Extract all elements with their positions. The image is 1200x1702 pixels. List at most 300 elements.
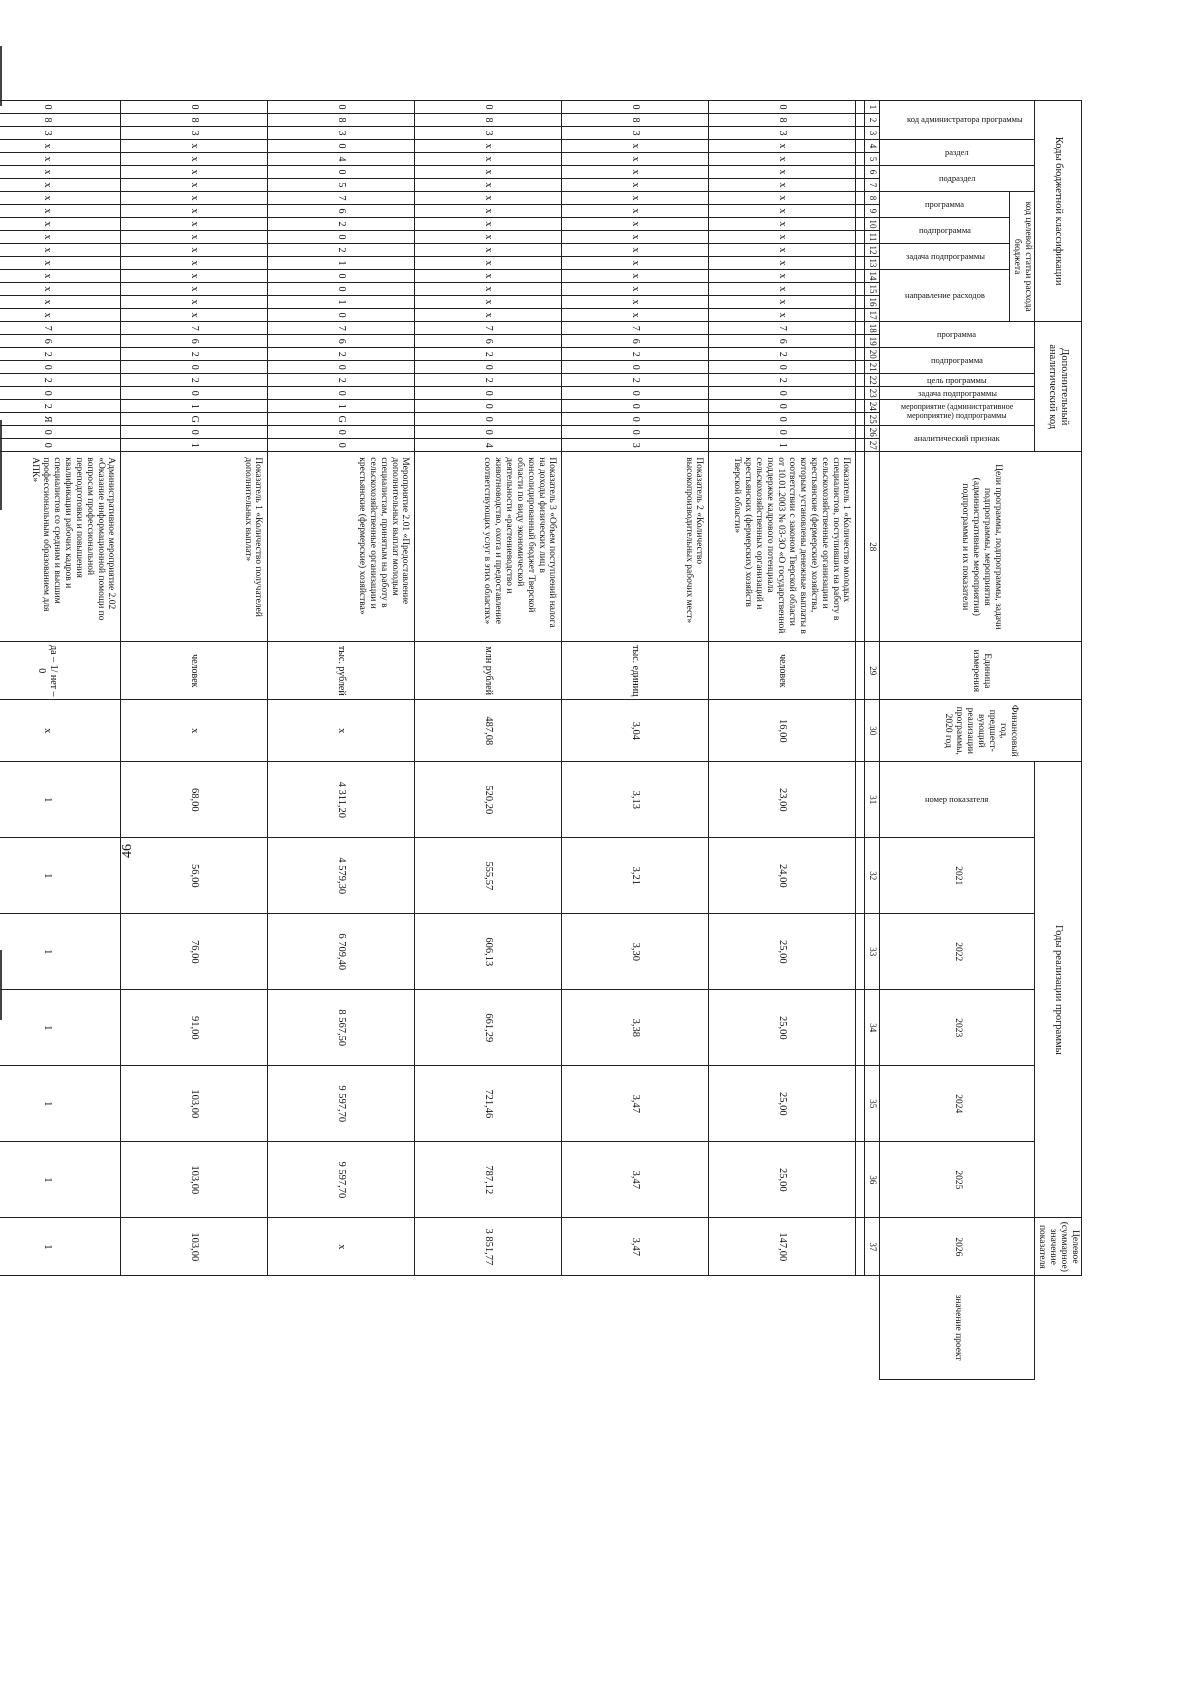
code-cell: 2 [562, 374, 709, 387]
code-cell: 0 [415, 361, 562, 374]
spacer-cell [856, 114, 865, 127]
code-cell: G [268, 413, 415, 426]
column-number: 1 [865, 101, 880, 114]
code-cell: х [562, 283, 709, 296]
code-cell: х [415, 231, 562, 244]
analytic-sign-header: аналитический признак [880, 426, 1035, 452]
code-cell: 7 [268, 322, 415, 335]
code-cell: 0 [0, 426, 121, 439]
indicator-description: Показатель 1 «Количество молодых специалистов, поступивших на работу в сельскохозяйственные организации и крестьянские (фермерские) хозяйства, которым установлены денежные выплаты в соответствии с законом Тверской области от 10.01.2003 № 03-ЗО «О государственной поддержке кадрового потенциала сельскохозяйственных организаций и крестьянских (фермерских) хозяйств Тверской области» [709, 452, 856, 642]
expense-direction-header: направление расходов [880, 270, 1010, 322]
code-cell: х [0, 166, 121, 179]
indicator-description: Мероприятие 2.01 «Предоставление дополнительных выплат молодым специалистам, принятым на работу в сельскохозяйственные организации и крестьянские (фермерские) хозяйства» [268, 452, 415, 642]
spacer-cell [856, 387, 865, 400]
code-cell: 2 [268, 218, 415, 231]
code-cell: х [562, 153, 709, 166]
code-cell: х [121, 205, 268, 218]
code-cell: х [415, 309, 562, 322]
column-number: 20 [865, 348, 880, 361]
column-number: 8 [865, 192, 880, 205]
code-cell: 0 [0, 361, 121, 374]
additional-code-header: Дополнительный аналитический код [1035, 322, 1082, 452]
spacer-cell [856, 361, 865, 374]
code-cell: Я [0, 413, 121, 426]
code-cell: 2 [121, 374, 268, 387]
column-number: 21 [865, 361, 880, 374]
spacer-cell [856, 1066, 865, 1142]
year-value: 91,00 [121, 990, 268, 1066]
indicator-description: Показатель 3 «Объем поступлений налога на доходы физических лиц в консолидированный бюджет Тверской области по виду экономической деятельности «растениеводство и животноводство, охота и предоставление соответствующих услуг в этих областях» [415, 452, 562, 642]
indicator-description: Административное мероприятие 2.02 «Оказание информационной помощи по вопросам профессиональной переподготовки и повышения квалификации рабочих кадров и специалистов со средним и высшим профессиональным образованием для АПК» [0, 452, 121, 642]
code-cell: х [415, 192, 562, 205]
year-value: 25,00 [709, 1066, 856, 1142]
year-value: 103,00 [121, 1066, 268, 1142]
code-cell: х [709, 309, 856, 322]
unit-cell: человек [709, 642, 856, 700]
years-group-header: Годы реализации программы [1035, 762, 1082, 1218]
table-row [562, 101, 709, 1380]
target-value: х [268, 1218, 415, 1276]
code-cell: 0 [562, 101, 709, 114]
code-cell: х [562, 244, 709, 257]
admin-code-header: код администратора программы [880, 101, 1035, 140]
code-cell: 8 [562, 114, 709, 127]
indicator-description: Показатель 2 «Количество высокопроизводительных рабочих мест» [562, 452, 709, 642]
year-value: 3,47 [562, 1142, 709, 1218]
subsection-header: подраздел [880, 166, 1035, 192]
code-cell: х [0, 179, 121, 192]
spacer-cell [856, 322, 865, 335]
code-cell: х [562, 257, 709, 270]
code-cell: 0 [268, 387, 415, 400]
code-cell: х [562, 140, 709, 153]
spacer-cell [856, 700, 865, 762]
program-goal-header: цель программы [880, 374, 1035, 387]
code-cell: 6 [562, 335, 709, 348]
code-cell: 0 [268, 101, 415, 114]
code-cell: х [562, 231, 709, 244]
fin-year-value: х [121, 700, 268, 762]
code-cell: 0 [0, 439, 121, 452]
code-cell: х [709, 244, 856, 257]
spacer-cell [856, 439, 865, 452]
code-cell: 1 [268, 400, 415, 413]
code-cell: 0 [268, 166, 415, 179]
code-cell: 4 [415, 439, 562, 452]
column-number: 17 [865, 309, 880, 322]
add-program-header: программа [880, 322, 1035, 348]
code-cell: 7 [709, 322, 856, 335]
target-value: 3 851,77 [415, 1218, 562, 1276]
column-number: 27 [865, 439, 880, 452]
spacer-cell [856, 218, 865, 231]
column-number: 29 [865, 642, 880, 700]
code-cell: 7 [562, 322, 709, 335]
code-cell: х [121, 244, 268, 257]
spacer-cell [856, 914, 865, 990]
code-cell: 0 [268, 283, 415, 296]
indicator-description: Показатель 1 «Количество получателей дополнительных выплат» [121, 452, 268, 642]
spacer-cell [856, 127, 865, 140]
year-2023-header: 2023 [880, 990, 1035, 1066]
year-value: 787,12 [415, 1142, 562, 1218]
year-value: 25,00 [709, 914, 856, 990]
year-value: 9 597,70 [268, 1142, 415, 1218]
table-row [121, 101, 268, 1380]
column-number: 32 [865, 838, 880, 914]
column-number: 34 [865, 990, 880, 1066]
spacer-cell [856, 244, 865, 257]
column-number: 30 [865, 700, 880, 762]
unit-cell: тыс. рублей [268, 642, 415, 700]
code-cell: х [121, 257, 268, 270]
code-cell: 0 [121, 426, 268, 439]
budget-codes-header: Коды бюджетной классификации [1035, 101, 1082, 322]
column-number: 33 [865, 914, 880, 990]
spacer-cell [856, 205, 865, 218]
target-value-sub-header: значение проект [880, 1276, 1035, 1380]
spacer-cell [856, 838, 865, 914]
code-cell: 2 [0, 348, 121, 361]
code-cell: х [121, 218, 268, 231]
year-value: 8 567,50 [268, 990, 415, 1066]
code-cell: х [415, 296, 562, 309]
code-cell: 0 [709, 101, 856, 114]
code-cell: х [562, 309, 709, 322]
spacer-cell [856, 374, 865, 387]
code-cell: 0 [121, 101, 268, 114]
column-number: 6 [865, 166, 880, 179]
column-number: 26 [865, 426, 880, 439]
year-value: 1 [0, 914, 121, 990]
code-cell: 0 [562, 426, 709, 439]
subprogram-task-header: задача подпрограммы [880, 244, 1010, 270]
code-cell: х [709, 296, 856, 309]
code-cell: х [709, 257, 856, 270]
spacer-cell [856, 296, 865, 309]
column-number: 4 [865, 140, 880, 153]
code-cell: х [709, 179, 856, 192]
year-value: 520,20 [415, 762, 562, 838]
column-number: 31 [865, 762, 880, 838]
code-cell: 8 [415, 114, 562, 127]
year-value: 3,21 [562, 838, 709, 914]
code-cell: х [562, 296, 709, 309]
code-cell: 0 [268, 231, 415, 244]
code-cell: х [562, 218, 709, 231]
code-cell: 6 [415, 335, 562, 348]
spacer-cell [856, 335, 865, 348]
spacer-cell [856, 231, 865, 244]
code-cell: х [121, 283, 268, 296]
year-value: 3,13 [562, 762, 709, 838]
spacer-cell [856, 1218, 865, 1276]
target-value-header: Целевое (суммарное) значение показателя [1035, 1218, 1082, 1276]
code-cell: 0 [415, 400, 562, 413]
code-cell: х [709, 192, 856, 205]
unit-cell: тыс. единиц [562, 642, 709, 700]
code-cell: 3 [268, 127, 415, 140]
code-cell: х [0, 309, 121, 322]
code-cell: 0 [415, 413, 562, 426]
code-cell: х [415, 205, 562, 218]
spacer-cell [856, 309, 865, 322]
code-cell: 0 [709, 426, 856, 439]
year-value: 1 [0, 990, 121, 1066]
fin-year-column-header: Финансовый год, предшест- вующий реализации программы, 2020 год [880, 700, 1082, 762]
code-cell: 8 [709, 114, 856, 127]
program-header: программа [880, 192, 1010, 218]
rotated-table-container [30, 100, 1082, 1380]
year-value: 76,00 [121, 914, 268, 990]
fin-year-value: 16,00 [709, 700, 856, 762]
code-cell: 8 [268, 114, 415, 127]
column-number: 2 [865, 114, 880, 127]
code-cell: х [415, 270, 562, 283]
year-value: 606,13 [415, 914, 562, 990]
program-indicators-table [0, 100, 1082, 1380]
code-cell: х [121, 140, 268, 153]
code-cell: 0 [562, 387, 709, 400]
spacer-cell [856, 101, 865, 114]
fin-year-value: 3,04 [562, 700, 709, 762]
code-cell: х [415, 179, 562, 192]
target-value: 3,47 [562, 1218, 709, 1276]
code-cell: 0 [268, 439, 415, 452]
code-cell: х [121, 179, 268, 192]
goals-column-header: Цели программы, подпрограммы, задачи подпрограммы, мероприятия (административные мероприятия) подпрограммы и их показатели [880, 452, 1082, 642]
code-cell: 0 [415, 101, 562, 114]
column-number: 14 [865, 270, 880, 283]
code-cell: 4 [268, 153, 415, 166]
column-number: 28 [865, 452, 880, 642]
column-number: 16 [865, 296, 880, 309]
code-cell: х [121, 296, 268, 309]
spacer-cell [856, 426, 865, 439]
code-cell: х [562, 270, 709, 283]
header-row-1 [1035, 101, 1082, 1380]
table-row [415, 101, 562, 1380]
fin-year-value: х [0, 700, 121, 762]
spacer-row [856, 101, 865, 1380]
code-cell: 3 [562, 439, 709, 452]
code-cell: х [709, 231, 856, 244]
code-cell: х [121, 192, 268, 205]
column-number: 18 [865, 322, 880, 335]
code-cell: 7 [415, 322, 562, 335]
code-cell: х [121, 231, 268, 244]
unit-cell: человек [121, 642, 268, 700]
code-cell: G [121, 413, 268, 426]
year-value: 555,57 [415, 838, 562, 914]
code-cell: х [562, 192, 709, 205]
code-cell: 0 [562, 400, 709, 413]
code-cell: 5 [268, 179, 415, 192]
spacer-cell [856, 452, 865, 642]
code-cell: х [415, 283, 562, 296]
code-cell: 0 [415, 387, 562, 400]
spacer-cell [856, 1142, 865, 1218]
code-cell: 2 [268, 244, 415, 257]
column-number: 5 [865, 153, 880, 166]
code-cell: х [709, 153, 856, 166]
year-2022-header: 2022 [880, 914, 1035, 990]
year-2025-header: 2025 [880, 1142, 1035, 1218]
code-cell: х [415, 153, 562, 166]
code-cell: х [0, 231, 121, 244]
code-cell: 3 [0, 127, 121, 140]
year-value: 9 597,70 [268, 1066, 415, 1142]
code-cell: 0 [0, 101, 121, 114]
code-cell: х [709, 283, 856, 296]
unit-cell: млн рублей [415, 642, 562, 700]
scan-edge-mark [0, 46, 2, 106]
code-cell: х [0, 270, 121, 283]
spacer-cell [856, 283, 865, 296]
code-cell: х [415, 244, 562, 257]
unit-column-header: Единица измерения [880, 642, 1082, 700]
code-cell: 2 [562, 348, 709, 361]
code-cell: х [709, 270, 856, 283]
code-cell: 2 [709, 374, 856, 387]
code-cell: 0 [268, 426, 415, 439]
year-value: 1 [0, 1066, 121, 1142]
year-value: 3,30 [562, 914, 709, 990]
code-cell: х [0, 153, 121, 166]
code-cell: 6 [268, 205, 415, 218]
spacer-cell [856, 990, 865, 1066]
code-cell: х [562, 205, 709, 218]
add-subprogram-header: подпрограмма [880, 348, 1035, 374]
year-value: 103,00 [121, 1142, 268, 1218]
code-cell: 0 [121, 387, 268, 400]
year-value: 1 [0, 838, 121, 914]
code-cell: 0 [709, 413, 856, 426]
column-number: 10 [865, 218, 880, 231]
year-value: 3,38 [562, 990, 709, 1066]
code-cell: 3 [121, 127, 268, 140]
code-cell: 2 [0, 374, 121, 387]
column-number: 7 [865, 179, 880, 192]
spacer-cell [856, 762, 865, 838]
fin-year-value: 487,08 [415, 700, 562, 762]
spacer-cell [856, 192, 865, 205]
spacer-cell [856, 153, 865, 166]
code-cell: 6 [268, 335, 415, 348]
spacer-cell [856, 642, 865, 700]
year-value: 6 709,40 [268, 914, 415, 990]
table-row [268, 101, 415, 1380]
code-cell: х [0, 205, 121, 218]
code-cell: х [121, 270, 268, 283]
year-value: 25,00 [709, 990, 856, 1066]
code-cell: 7 [0, 322, 121, 335]
page-number: 46 [120, 844, 135, 858]
column-number: 19 [865, 335, 880, 348]
code-cell: 2 [415, 374, 562, 387]
spacer-cell [856, 270, 865, 283]
year-value: 1 [0, 762, 121, 838]
year-value: 56,00 [121, 838, 268, 914]
table-body [0, 101, 856, 1380]
code-cell: х [709, 205, 856, 218]
code-cell: 0 [709, 387, 856, 400]
code-cell: х [0, 296, 121, 309]
year-value: 4 311,20 [268, 762, 415, 838]
year-value: 3,47 [562, 1066, 709, 1142]
code-cell: 1 [268, 257, 415, 270]
code-cell: 2 [121, 348, 268, 361]
spacer-cell [856, 348, 865, 361]
unit-cell: да – 1/ нет – 0 [0, 642, 121, 700]
code-cell: х [121, 309, 268, 322]
code-cell: 0 [709, 361, 856, 374]
code-cell: х [415, 257, 562, 270]
code-cell: х [415, 218, 562, 231]
code-cell: х [0, 140, 121, 153]
column-number: 11 [865, 231, 880, 244]
indicator-number-header: номер показателя [880, 762, 1035, 838]
code-cell: 1 [709, 439, 856, 452]
code-cell: 8 [121, 114, 268, 127]
code-cell: х [709, 218, 856, 231]
code-cell: 2 [268, 348, 415, 361]
admin-event-header: мероприятие (административное мероприятие) подпрограммы [880, 400, 1035, 426]
year-2024-header: 2024 [880, 1066, 1035, 1142]
spacer-cell [856, 179, 865, 192]
year-value: 25,00 [709, 1142, 856, 1218]
code-cell: х [709, 140, 856, 153]
target-value: 147,00 [709, 1218, 856, 1276]
column-number: 9 [865, 205, 880, 218]
table-row [709, 101, 856, 1380]
year-2026-header: 2026 [880, 1218, 1035, 1276]
spacer-cell [856, 400, 865, 413]
code-cell: 3 [709, 127, 856, 140]
fin-year-value: х [268, 700, 415, 762]
code-cell: х [0, 257, 121, 270]
code-cell: 1 [268, 296, 415, 309]
year-value: 24,00 [709, 838, 856, 914]
code-cell: 3 [562, 127, 709, 140]
code-cell: 6 [121, 335, 268, 348]
column-number: 12 [865, 244, 880, 257]
column-number: 25 [865, 413, 880, 426]
code-cell: 3 [415, 127, 562, 140]
column-number: 37 [865, 1218, 880, 1276]
code-cell: 0 [562, 361, 709, 374]
year-value: 1 [0, 1142, 121, 1218]
year-value: 23,00 [709, 762, 856, 838]
code-cell: х [415, 140, 562, 153]
code-cell: 0 [709, 400, 856, 413]
code-cell: х [0, 283, 121, 296]
code-cell: х [0, 192, 121, 205]
column-number: 3 [865, 127, 880, 140]
code-cell: 0 [268, 270, 415, 283]
code-cell: х [121, 153, 268, 166]
code-cell: х [562, 166, 709, 179]
column-number: 15 [865, 283, 880, 296]
code-cell: 2 [268, 374, 415, 387]
code-cell: 1 [121, 400, 268, 413]
code-cell: 8 [0, 114, 121, 127]
code-cell: х [0, 218, 121, 231]
spacer-cell [856, 166, 865, 179]
code-cell: 0 [562, 413, 709, 426]
column-number: 36 [865, 1142, 880, 1218]
code-cell: х [121, 166, 268, 179]
